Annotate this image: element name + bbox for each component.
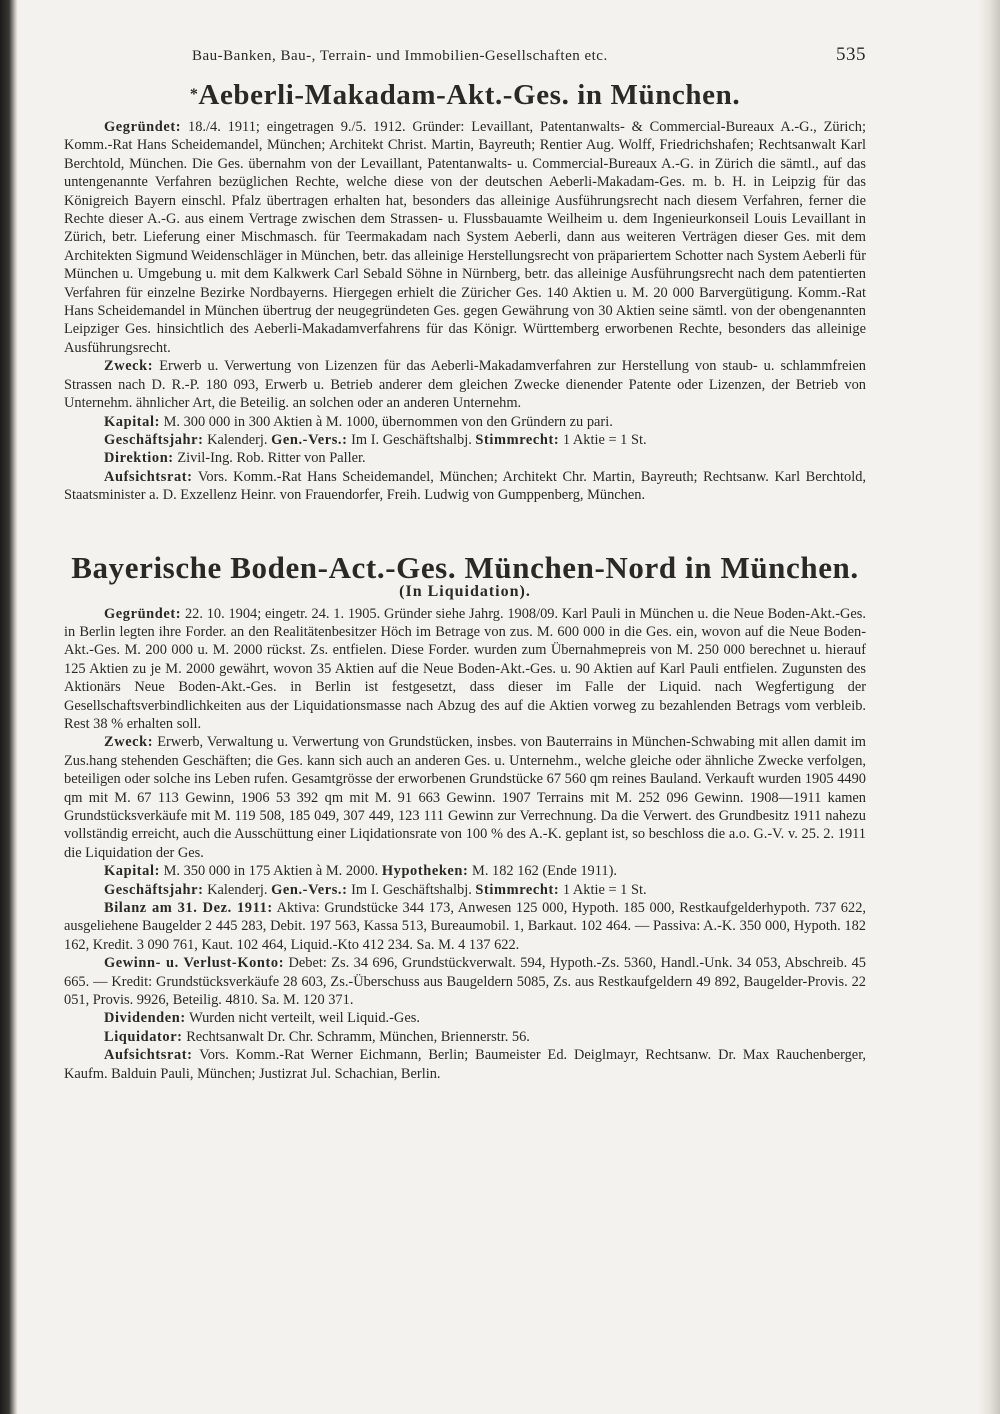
company2-dividend-label: Dividenden: xyxy=(104,1010,186,1027)
running-head-text: Bau-Banken, Bau-, Terrain- und Immobilien-Gesellschaften etc. xyxy=(192,48,608,64)
company2-board-text: Vors. Komm.-Rat Werner Eichmann, Berlin; Baumeister Ed. Deiglmayr, Rechtsanw. Dr. Max Rauchenberger, Kaufm. Balduin Pauli, München; Justizrat Jul. Schachian, Berlin. xyxy=(64,1047,867,1082)
company1-fiscal-label: Geschäftsjahr: xyxy=(104,431,204,448)
company1-fiscal xyxy=(64,431,866,449)
company1-gv-label: Gen.-Vers.: xyxy=(271,431,348,448)
company2-capital xyxy=(64,862,866,880)
company2-gv-label: Gen.-Vers.: xyxy=(271,881,348,898)
company1-directors-text: Zivil-Ing. Rob. Ritter von Paller. xyxy=(177,450,366,467)
company2-board xyxy=(64,1046,866,1083)
company2-liquidator-text: Rechtsanwalt Dr. Chr. Schramm, München, Briennerstr. 56. xyxy=(186,1028,530,1045)
section-gap xyxy=(64,505,866,551)
company1-vote-text: 1 Aktie = 1 St. xyxy=(562,431,647,448)
company1-capital-label: Kapital: xyxy=(104,413,160,430)
company2-subtitle: (In Liquidation). xyxy=(399,582,531,600)
company2-dividend-text: Wurden nicht verteilt, weil Liquid.-Ges. xyxy=(189,1010,420,1027)
company1-title-text: Aeberli-Makadam-Akt.-Ges. in München. xyxy=(198,79,741,111)
company1-board xyxy=(64,468,866,505)
company1-star: * xyxy=(189,86,199,103)
company1-directors-label: Direktion: xyxy=(104,450,174,467)
company2-capital-text: M. 350 000 in 175 Aktien à M. 2000. xyxy=(163,863,379,880)
company2-liquidator xyxy=(64,1028,866,1046)
company2-purpose xyxy=(64,733,866,862)
company1-founded xyxy=(64,118,866,357)
company2-gv-text: Im I. Geschäftshalbj. xyxy=(351,881,472,898)
page-number: 535 xyxy=(836,44,866,65)
company2-vote-label: Stimmrecht: xyxy=(475,881,560,898)
company2-mortgage-label: Hypotheken: xyxy=(381,863,469,880)
company2-capital-label: Kapital: xyxy=(104,863,160,880)
company2-balance xyxy=(64,899,866,954)
company2-profit-loss xyxy=(64,954,866,1009)
company1-fiscal-text: Kalenderj. xyxy=(207,431,268,448)
company2-board-label: Aufsichtsrat: xyxy=(104,1047,193,1064)
company2-purpose-text: Erwerb, Verwaltung u. Verwertung von Grundstücken, insbes. von Bauterrains in München-Schwabing mit allen damit im Zus.hang stehenden Geschäften; die Ges. kann sich auch an anderen Ges. u. Unternehm., welche gleiche oder ähnliche Zwecke verfolgen, beteiligen oder solche ins Leben rufen. Gesamtgrösse der erworbenen Grundstücke 67 560 qm reines Bauland. Verkauft wurden 1905 4490 qm mit M. 67 113 Gewinn, 1906 53 392 qm mit M. 91 663 Gewinn. 1907 Terrains mit M. 252 096 Gewinn. 1908—1911 kamen Grundstücksverkäufe mit M. 119 508, 185 049, 307 449, 123 111 Gewinn zur Verrechnung. Da die Verwert. des Grundbesitz 1911 nahezu vollständig erreicht, auch die Ausschüttung einer Liqidationsrate von 100 % des A.-K. geplant ist, so beschloss die a.o. G.-V. v. 25. 2. 1911 die Liquidation der Ges. xyxy=(64,734,866,861)
company2-balance-text: Aktiva: Grundstücke 344 173, Anwesen 125 000, Hypoth. 185 000, Restkaufgelderhypoth. 737 622, ausgeliehene Baugelder 2 445 283, Debit. 197 563, Kassa 513, Bureaumobil. 1, Barkaut. 102 464. — Passiva: A.-K. 350 000, Hypoth. 182 162, Kredit. 3 090 761, Kaut. 102 464, Liquid.-Kto 412 234. Sa. M. 4 137 622. xyxy=(64,900,866,953)
company2-mortgage-text: M. 182 162 (Ende 1911). xyxy=(472,863,617,880)
company2-pl-label: Gewinn- u. Verlust-Konto: xyxy=(104,955,285,972)
company2-balance-label: Bilanz am 31. Dez. 1911: xyxy=(104,900,273,917)
company1-purpose-label: Zweck: xyxy=(104,358,154,375)
company1-capital-text: M. 300 000 in 300 Aktien à M. 1000, übernommen von den Gründern zu pari. xyxy=(163,413,613,430)
company1-capital xyxy=(64,413,866,431)
company2-founded-label: Gegründet: xyxy=(104,605,182,622)
company2-pl-text: Debet: Zs. 34 696, Grundstückverwalt. 594, Hypoth.-Zs. 5360, Handl.-Unk. 34 053, Abschreib. 45 665. — Kredit: Grundstücksverkäufe 28 603, Zs.-Überschuss aus Baugeldern 5085, Zs. aus Restkaufgeldern 49 892, Baugelder-Provis. 22 051, Provis. 9926, Beteilig. 4810. Sa. M. 120 371. xyxy=(64,955,867,1009)
company1-purpose-text: Erwerb u. Verwertung von Lizenzen für das Aeberli-Makadamverfahren zur Herstellung von staub- u. schlammfreien Strassen nach D. R.-P. 180 093, Erwerb u. Betrieb anderer dem gleichen Zwecke dienender Patente oder Lizenzen, der Betrieb von Unternehm. ähnlicher Art, die Beteilig. an solchen oder an anderen Unternehm. xyxy=(64,358,866,412)
company1-purpose xyxy=(64,357,866,412)
company1-founded-text: 18./4. 1911; eingetragen 9./5. 1912. Gründer: Levaillant, Patentanwalts- & Commercial-Bureaux A.-G., Zürich; Komm.-Rat Hans Scheidemandel, München; Architekt Christ. Martin, Bayreuth; Rentier Aug. Wolff, Friedrichshafen; Rechtsanwalt Karl Berchtold, München. Die Ges. übernahm von der Levaillant, Patentanwalts- u. Commercial-Bureaux A.-G. in Zürich die sämtl., auf das untengenannte Verfahren bezüglichen Rechte, welche diese von der deutschen Aeberli-Makadam-Ges. m. b. H. in Leipzig für das Königreich Bayern einschl. Pfalz übertragen erhalten hat, besonders das alleinige Ausführungsrecht nach diesem Verfahren, ferner die Rechte dieser A.-G. aus einem Vertrage zwischen dem Strassen- u. Flussbauamte Weilheim u. dem Ingenieurkonseil Louis Levaillant in Zürich, betr. Lieferung einer Mischmasch. für Teermakadam nach System Aeberli, dann aus weiteren Verträgen dieser Ges. mit dem Architekten Sigmund Weidenschläger in München, betr. das alleinige Herstellungsrecht von präpariertem Schotter nach System Aeberli für München u. Umgebung u. mit dem Kalkwerk Carl Sebald Söhne in Nürnberg, betr. das alleinige Ausführungsrecht nach dem patentierten Verfahren für einzelne Bezirke Nordbayerns. Hiergegen erhielt die Züricher Ges. 140 Aktien u. M. 20 000 Barvergütigung. Komm.-Rat Hans Scheidemandel in München übertrug der neugegründeten Ges. gegen Gewährung von 30 Aktien seine sämtl. von der obengenannten Leipziger Ges. hinsichtlich des Aeberli-Makadamverfahrens für das Königr. Württemberg erworbenen Rechte, besonders das alleinige Ausführungsrecht. xyxy=(64,119,866,356)
company1-vote-label: Stimmrecht: xyxy=(475,431,560,448)
scan-right-edge xyxy=(978,0,1000,1414)
company1-gv-text: Im I. Geschäftshalbj. xyxy=(351,431,472,448)
company2-founded xyxy=(64,605,866,734)
company1-directors xyxy=(64,449,866,467)
company2-purpose-label: Zweck: xyxy=(104,734,154,751)
running-head xyxy=(64,40,866,76)
page xyxy=(64,40,866,1083)
company1-board-label: Aufsichtsrat: xyxy=(104,468,193,485)
company1-board-text: Vors. Komm.-Rat Hans Scheidemandel, München; Architekt Chr. Martin, Bayreuth; Rechtsanw. Karl Berchtold, Staatsminister a. D. Exzellenz Heinr. von Frauendorfer, Freih. Ludwig von Gumppenberg, München. xyxy=(64,468,866,504)
company2-dividends xyxy=(64,1009,866,1027)
company2-founded-text: 22. 10. 1904; eingetr. 24. 1. 1905. Gründer siehe Jahrg. 1908/09. Karl Pauli in München u. die Neue Boden-Akt.-Ges. in Berlin legten ihre Forder. an den Realitätenbesitzer Höch im Betrage von zus. M. 600 000 in die Ges. ein, wovon auf die Neue Boden-Akt.-Ges. M. 200 000 u. M. 2000 rückst. Zs. entfielen. Diese Forder. wurden zum Übernahmepreis von M. 250 000 berechnet u. hierauf 125 Aktien zu je M. 2000 gewährt, wovon 35 Aktien auf die Neue Boden-Akt.-Ges. u. 90 Aktien auf Karl Pauli entfielen. Zugunsten des Aktionärs Neue Boden-Akt.-Ges. in Berlin ist festgesetzt, dass dieser im Falle der Liquid. nach Wegfertigung der Gesellschaftsverbindlichkeiten aus der Liquidationsmasse nach Abzug des auf die Aktien vorweg zu bezahlenden Betrags vom verbleib. Rest 38 % erhalten soll. xyxy=(64,605,866,732)
company2-title: Bayerische Boden-Act.-Ges. München-Nord in München. xyxy=(71,549,859,585)
company2-vote-text: 1 Aktie = 1 St. xyxy=(562,881,647,898)
scan-left-edge xyxy=(0,0,18,1414)
company2-liquidator-label: Liquidator: xyxy=(104,1028,183,1045)
company1-title xyxy=(64,78,866,112)
company2-fiscal-text: Kalenderj. xyxy=(207,881,268,898)
company2-fiscal-label: Geschäftsjahr: xyxy=(104,881,204,898)
company1-founded-label: Gegründet: xyxy=(104,119,182,135)
company2-fiscal xyxy=(64,881,866,899)
